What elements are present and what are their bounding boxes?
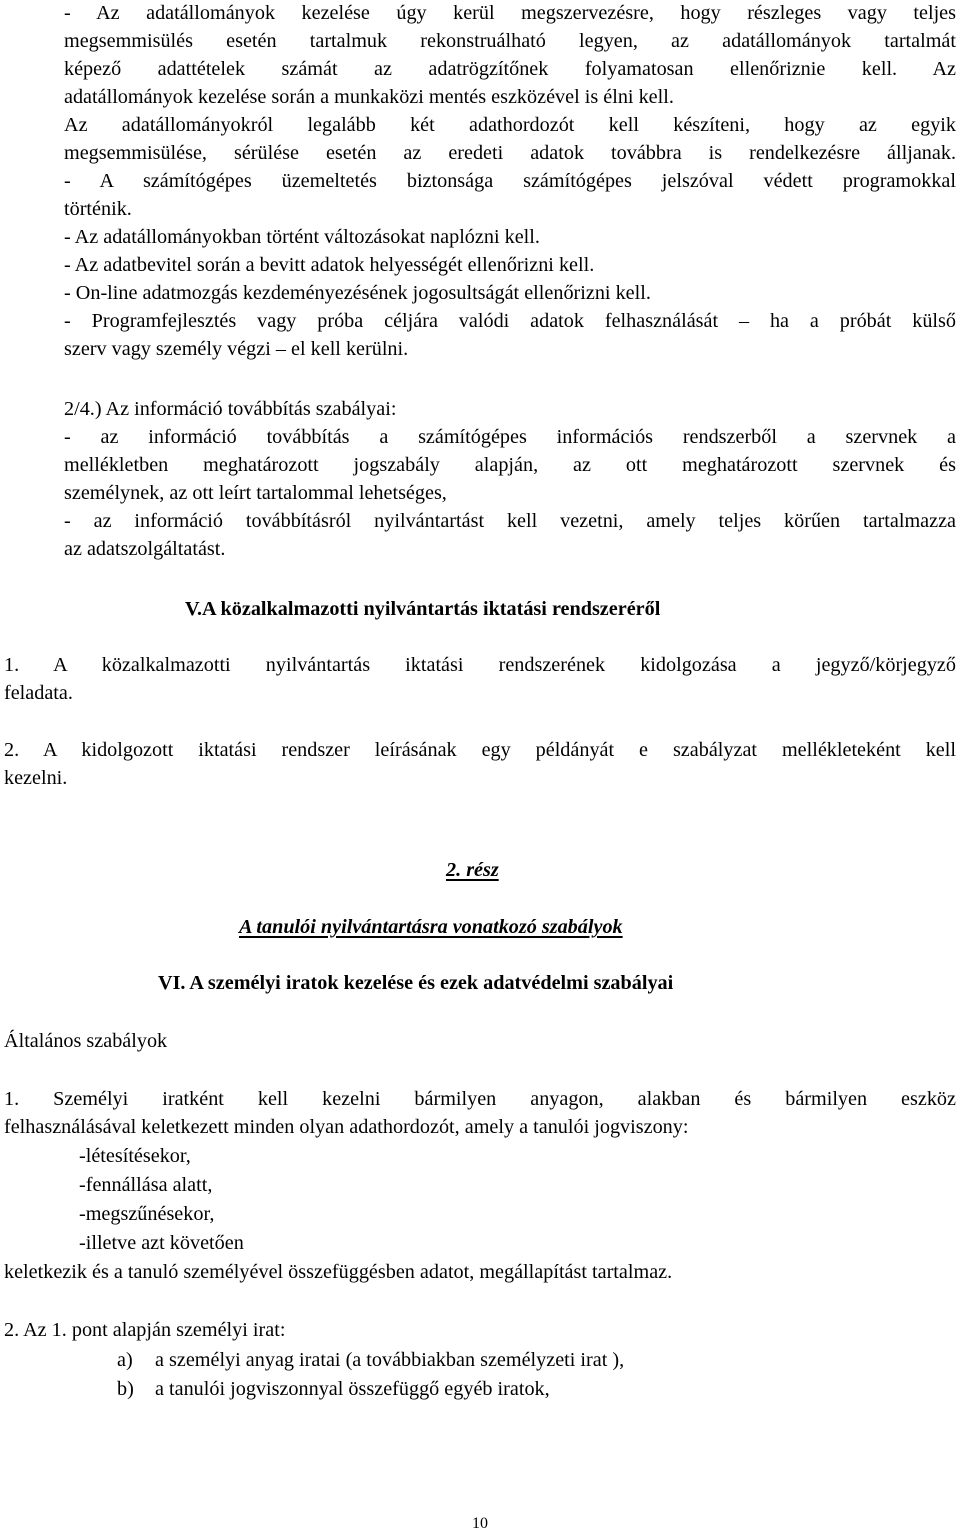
- list-item-text: a személyi anyag iratai (a továbbiakban személyzeti irat ),: [155, 1349, 625, 1371]
- list-item: -megszűnésekor,: [79, 1203, 215, 1225]
- chapter-heading: VI. A személyi iratok kezelése és ezek adatvédelmi szabályai: [158, 972, 674, 994]
- paragraph-line: mellékletben meghatározott jogszabály alapján, az ott meghatározott szervnek és: [64, 454, 956, 476]
- paragraph-line: szerv vagy személy végzi – el kell kerülni.: [64, 338, 409, 360]
- section-v-heading: V.A közalkalmazotti nyilvántartás iktatási rendszeréről: [185, 598, 661, 620]
- paragraph-line: az adatszolgáltatást.: [64, 538, 226, 560]
- paragraph-line: - On-line adatmozgás kezdeményezésének jogosultságát ellenőrizni kell.: [64, 282, 651, 304]
- section-heading-2-4: 2/4.) Az információ továbbítás szabályai:: [64, 398, 397, 420]
- list-item-letter: a): [117, 1349, 133, 1371]
- part-title: 2. rész: [446, 859, 499, 881]
- paragraph-line: - az információ továbbításról nyilvántartást kell vezetni, amely teljes körűen tartalmazza: [64, 510, 956, 532]
- paragraph-line: megsemmisülése, sérülése esetén az eredeti adatok továbbra is rendelkezésre álljanak.: [64, 142, 956, 164]
- paragraph-line: - Az adatállományok kezelése úgy kerül megszervezésre, hogy részleges vagy teljes: [64, 2, 956, 24]
- paragraph-line: - az információ továbbítás a számítógépes információs rendszerből a szervnek a: [64, 426, 956, 448]
- list-item: -létesítésekor,: [79, 1145, 191, 1167]
- paragraph-line: feladata.: [4, 682, 73, 704]
- paragraph-line: 1. Személyi iratként kell kezelni bármilyen anyagon, alakban és bármilyen eszköz: [4, 1088, 956, 1110]
- list-item: -fennállása alatt,: [79, 1174, 213, 1196]
- paragraph-line: - Programfejlesztés vagy próba céljára valódi adatok felhasználását – ha a próbát külső: [64, 310, 956, 332]
- list-item-letter: b): [117, 1378, 134, 1400]
- paragraph-line: - A számítógépes üzemeltetés biztonsága számítógépes jelszóval védett programokkal: [64, 170, 956, 192]
- paragraph-line: - Az adatbevitel során a bevitt adatok helyességét ellenőrizni kell.: [64, 254, 595, 276]
- paragraph-line: 1. A közalkalmazotti nyilvántartás iktatási rendszerének kidolgozása a jegyző/körjegyző: [4, 654, 956, 676]
- paragraph-line: keletkezik és a tanuló személyével összefüggésben adatot, megállapítást tartalmaz.: [4, 1261, 673, 1283]
- list-item-text: a tanulói jogviszonnyal összefüggő egyéb iratok,: [155, 1378, 550, 1400]
- paragraph-line: felhasználásával keletkezett minden olyan adathordozót, amely a tanulói jogviszony:: [4, 1116, 689, 1138]
- paragraph-line: képező adattételek számát az adatrögzítőnek folyamatosan ellenőriznie kell. Az: [64, 58, 956, 80]
- paragraph-line: - Az adatállományokban történt változásokat naplózni kell.: [64, 226, 540, 248]
- paragraph-line: történik.: [64, 198, 132, 220]
- general-rules-heading: Általános szabályok: [4, 1030, 168, 1052]
- part-subtitle: A tanulói nyilvántartásra vonatkozó szabályok: [239, 916, 623, 938]
- paragraph-line: 2. Az 1. pont alapján személyi irat:: [4, 1319, 286, 1341]
- paragraph-line: 2. A kidolgozott iktatási rendszer leírásának egy példányát e szabályzat mellékleteként kell: [4, 739, 956, 761]
- paragraph-line: adatállományok kezelése során a munkaközi mentés eszközével is élni kell.: [64, 86, 674, 108]
- paragraph-line: megsemmisülés esetén tartalmuk rekonstruálható legyen, az adatállományok tartalmát: [64, 30, 956, 52]
- paragraph-line: Az adatállományokról legalább két adathordozót kell készíteni, hogy az egyik: [64, 114, 956, 136]
- paragraph-line: kezelni.: [4, 767, 68, 789]
- paragraph-line: személynek, az ott leírt tartalommal lehetséges,: [64, 482, 447, 504]
- page-number: 10: [472, 1515, 488, 1532]
- list-item: -illetve azt követően: [79, 1232, 244, 1254]
